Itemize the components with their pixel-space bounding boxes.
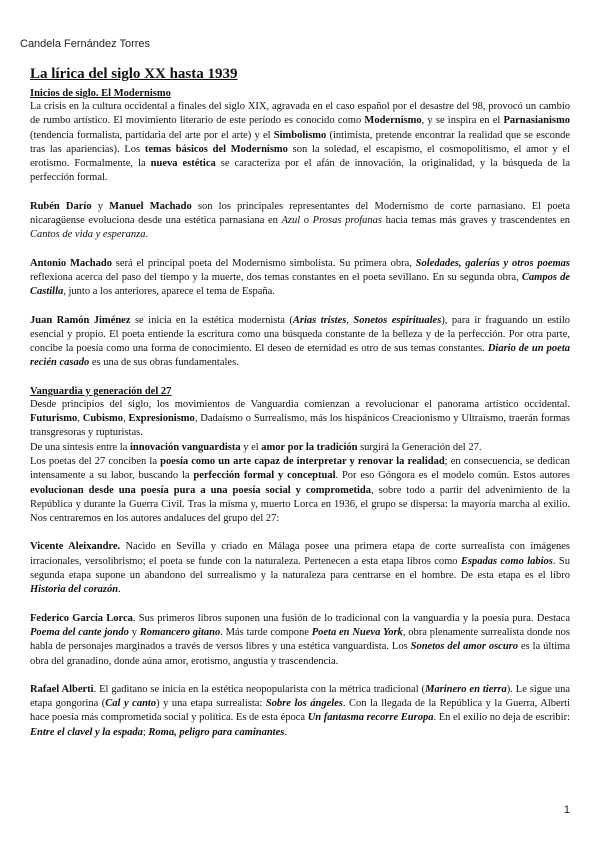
emphasis-title: Cal y canto <box>105 698 157 710</box>
text-run: . <box>145 229 149 241</box>
paragraph <box>30 683 570 740</box>
text-run: , <box>123 413 129 425</box>
emphasis-italic: Prosas profanas <box>312 215 383 227</box>
emphasis-bold: Federico García Lorca <box>30 612 133 624</box>
text-run: o <box>300 215 313 227</box>
paragraph <box>30 257 570 300</box>
emphasis-title: Historia del corazón <box>30 584 119 596</box>
emphasis-title: Entre el clavel y la espada <box>30 726 143 738</box>
emphasis-bold: Simbolismo <box>273 129 327 141</box>
text-run: son los principales representantes del Modernismo de corte parnasiano. El poeta nicaragüense evoluciona desde una estética parnasiana en <box>30 200 570 227</box>
text-run: ) y una etapa surrealista: <box>156 698 266 710</box>
emphasis-bold: Parnasianismo <box>503 115 570 127</box>
paragraph <box>30 540 570 597</box>
emphasis-title: Arias tristes <box>292 314 347 326</box>
paragraph <box>30 314 570 371</box>
emphasis-title: Sonetos espirituales <box>353 314 442 326</box>
emphasis-title: Marinero en tierra <box>425 683 507 695</box>
emphasis-title: Espadas como labios <box>460 555 553 567</box>
text-run: . Sus primeros libros suponen una fusión de lo tradicional con la vanguardia y la poesía pura. Destaca <box>132 612 570 624</box>
text-run: ). Le sigue una etapa gongorina ( <box>30 683 571 710</box>
section-vanguardia <box>30 385 570 740</box>
text-run: ), para ir fraguando un estilo esencial y propio. El poeta entiende la escritura como una búsqueda constante de la belleza y de la perfección. Por otra parte, concibe la poesía como una forma de conocimiento. El deseo de eternidad es otro de sus temas constantes. <box>30 314 570 355</box>
paragraph <box>30 455 570 526</box>
text-run: ; <box>142 726 149 738</box>
emphasis-bold: Futurismo <box>30 413 78 425</box>
text-run: , obra plenamente surrealista donde nos habla de personajes marginados a través de versos libres y una estética vanguardista. Los <box>30 626 571 653</box>
paragraph <box>30 441 570 455</box>
text-run: ; en consecuencia, se dedican intensamente a su labor, buscando la <box>30 455 570 482</box>
text-run: y el <box>240 441 262 453</box>
text-run: . Con la llegada de la República y la Guerra, Alberti hace poesía más comprometida social y política. Es de esta época <box>30 698 570 724</box>
text-run: es la última obra del granadino, donde aúna amor, erotismo, angustia y trascendencia. <box>30 641 570 667</box>
text-run: surgirá la Generación del 27. <box>357 441 482 453</box>
text-run: y <box>91 200 110 212</box>
text-run: se caracteriza por el afán de innovación, la originalidad, y la búsqueda de la perfección formal. <box>30 158 570 184</box>
emphasis-bold: Modernismo <box>364 115 422 127</box>
text-run: será el principal poeta del Modernismo simbolista. Su primera obra, <box>111 257 416 269</box>
emphasis-bold: poesía como un arte capaz de interpretar y renovar la realidad <box>160 455 445 467</box>
section-modernismo <box>30 87 570 371</box>
emphasis-title: Roma, peligro para caminantes <box>148 726 285 738</box>
emphasis-bold: temas básicos del Modernismo <box>144 143 288 155</box>
section-heading: Vanguardia y generación del 27 <box>30 385 172 397</box>
emphasis-bold: Expresionismo <box>128 413 195 425</box>
text-run: . Su segunda etapa supone un abandono del surrealismo y la naturaleza para centrarse en el hombre. De esta etapa es el libro <box>30 555 570 582</box>
document-body <box>30 66 570 740</box>
text-run: . <box>284 726 287 738</box>
emphasis-title: Diario de un poeta recién casado <box>30 343 570 369</box>
text-run: . El gaditano se inicia en la estética neopopularista con la métrica tradicional ( <box>93 683 426 695</box>
text-run: (tendencia formalista, partidaria del arte por el arte) y el <box>30 129 274 141</box>
emphasis-bold: Rubén Darío <box>30 200 92 212</box>
emphasis-italic: Azul <box>281 215 301 227</box>
text-run: La crisis en la cultura occidental a finales del siglo XIX, agravada en el caso español por el desastre del 98, provocó un cambio de rumbo artístico. El movimiento literario de este período es conocido como <box>30 101 570 127</box>
emphasis-title: Soledades, galerías y otros poemas <box>415 257 571 269</box>
text-run: , sobre todo a partir del advenimiento de la República y durante la Guerra Civil. Tras la misma y, muerto Lorca en 1936, el grupo se dispersa: la mayoría marcha al exilio. Nos centraremos en los autores andaluces del grupo del 27: <box>30 484 570 525</box>
emphasis-bold: perfección formal y conceptual <box>193 470 336 482</box>
text-run: reflexiona acerca del paso del tiempo y la muerte, dos temas constantes en el poeta sevillano. En su segunda obra, <box>30 271 522 283</box>
emphasis-bold: nueva estética <box>150 158 216 170</box>
text-run: se inicia en la estética modernista ( <box>130 314 293 326</box>
text-run: Nacido en Sevilla y criado en Málaga posee una primera etapa de corte surrealista con imágenes irracionales, versolibrismo; el poeta se funde con la naturaleza. Pertenecen a esta etapa libros como <box>30 541 570 567</box>
text-run: . Por eso Góngora es el modelo común. Estos autores <box>335 470 570 482</box>
paragraph <box>30 100 570 186</box>
text-run: , <box>346 314 354 326</box>
emphasis-title: Poema del cante jondo <box>30 626 129 638</box>
text-run: De una síntesis entre la <box>30 441 131 453</box>
emphasis-title: Sobre los ángeles <box>265 698 343 710</box>
document-title: La lírica del siglo XX hasta 1939 <box>30 66 238 82</box>
text-run: (intimista, pretende encontrar la realidad que se esconde tras las apariencias). Los <box>30 129 570 155</box>
emphasis-bold: Antonio Machado <box>30 257 112 269</box>
text-run: . En el exilio no deja de escribir: <box>433 712 570 724</box>
paragraph <box>30 612 570 669</box>
emphasis-bold: innovación vanguardista <box>130 441 241 453</box>
text-run: y <box>128 626 140 638</box>
text-run: es una de sus obras fundamentales. <box>89 357 239 369</box>
text-run: . Más tarde compone <box>220 626 312 638</box>
text-run: , y se inspira en el <box>421 115 504 127</box>
emphasis-title: Sonetos del amor oscuro <box>410 641 519 653</box>
emphasis-bold: Manuel Machado <box>109 200 192 212</box>
emphasis-title: Campos de Castilla <box>30 271 571 298</box>
emphasis-bold: Vicente Aleixandre. <box>30 541 121 553</box>
text-run: , Dadaísmo o Surrealismo, más los hispánicos Creacionismo y Ultraísmo, traerán formas transgresoras y rupturistas. <box>30 413 570 439</box>
section-heading: Inicios de siglo. El Modernismo <box>30 88 171 99</box>
text-run: , junto a los anteriores, aparece el tema de España. <box>63 286 275 298</box>
emphasis-bold: Juan Ramón Jiménez <box>30 314 131 326</box>
author-name: Candela Fernández Torres <box>20 38 151 50</box>
text-run: , <box>77 413 83 425</box>
emphasis-bold: Rafael Alberti <box>30 683 94 695</box>
text-run: son la soledad, el escapismo, el cosmopolitismo, el amor y el erotismo. Formalmente, la <box>30 143 570 170</box>
paragraph <box>30 200 570 243</box>
emphasis-bold: Cubismo <box>82 413 123 425</box>
emphasis-title: Poeta en Nueva York <box>311 626 403 638</box>
text-run: . <box>118 584 121 596</box>
text-run: Desde principios del siglo, los movimientos de Vanguardia comienzan a revolucionar el panorama artístico occidental. <box>30 398 570 410</box>
emphasis-title: Un fantasma recorre Europa <box>307 712 434 724</box>
emphasis-bold: evolucionan desde una poesía pura a una poesía social y comprometida <box>30 484 372 496</box>
page-number: 1 <box>563 804 570 816</box>
paragraph <box>30 398 570 441</box>
text-run: Los poetas del 27 conciben la <box>30 455 161 467</box>
emphasis-title: Romancero gitano <box>139 626 221 638</box>
text-run: hacia temas más graves y trascendentes en <box>382 215 571 227</box>
emphasis-bold: amor por la tradición <box>261 441 358 453</box>
emphasis-italic: Cantos de vida y esperanza <box>30 229 146 241</box>
